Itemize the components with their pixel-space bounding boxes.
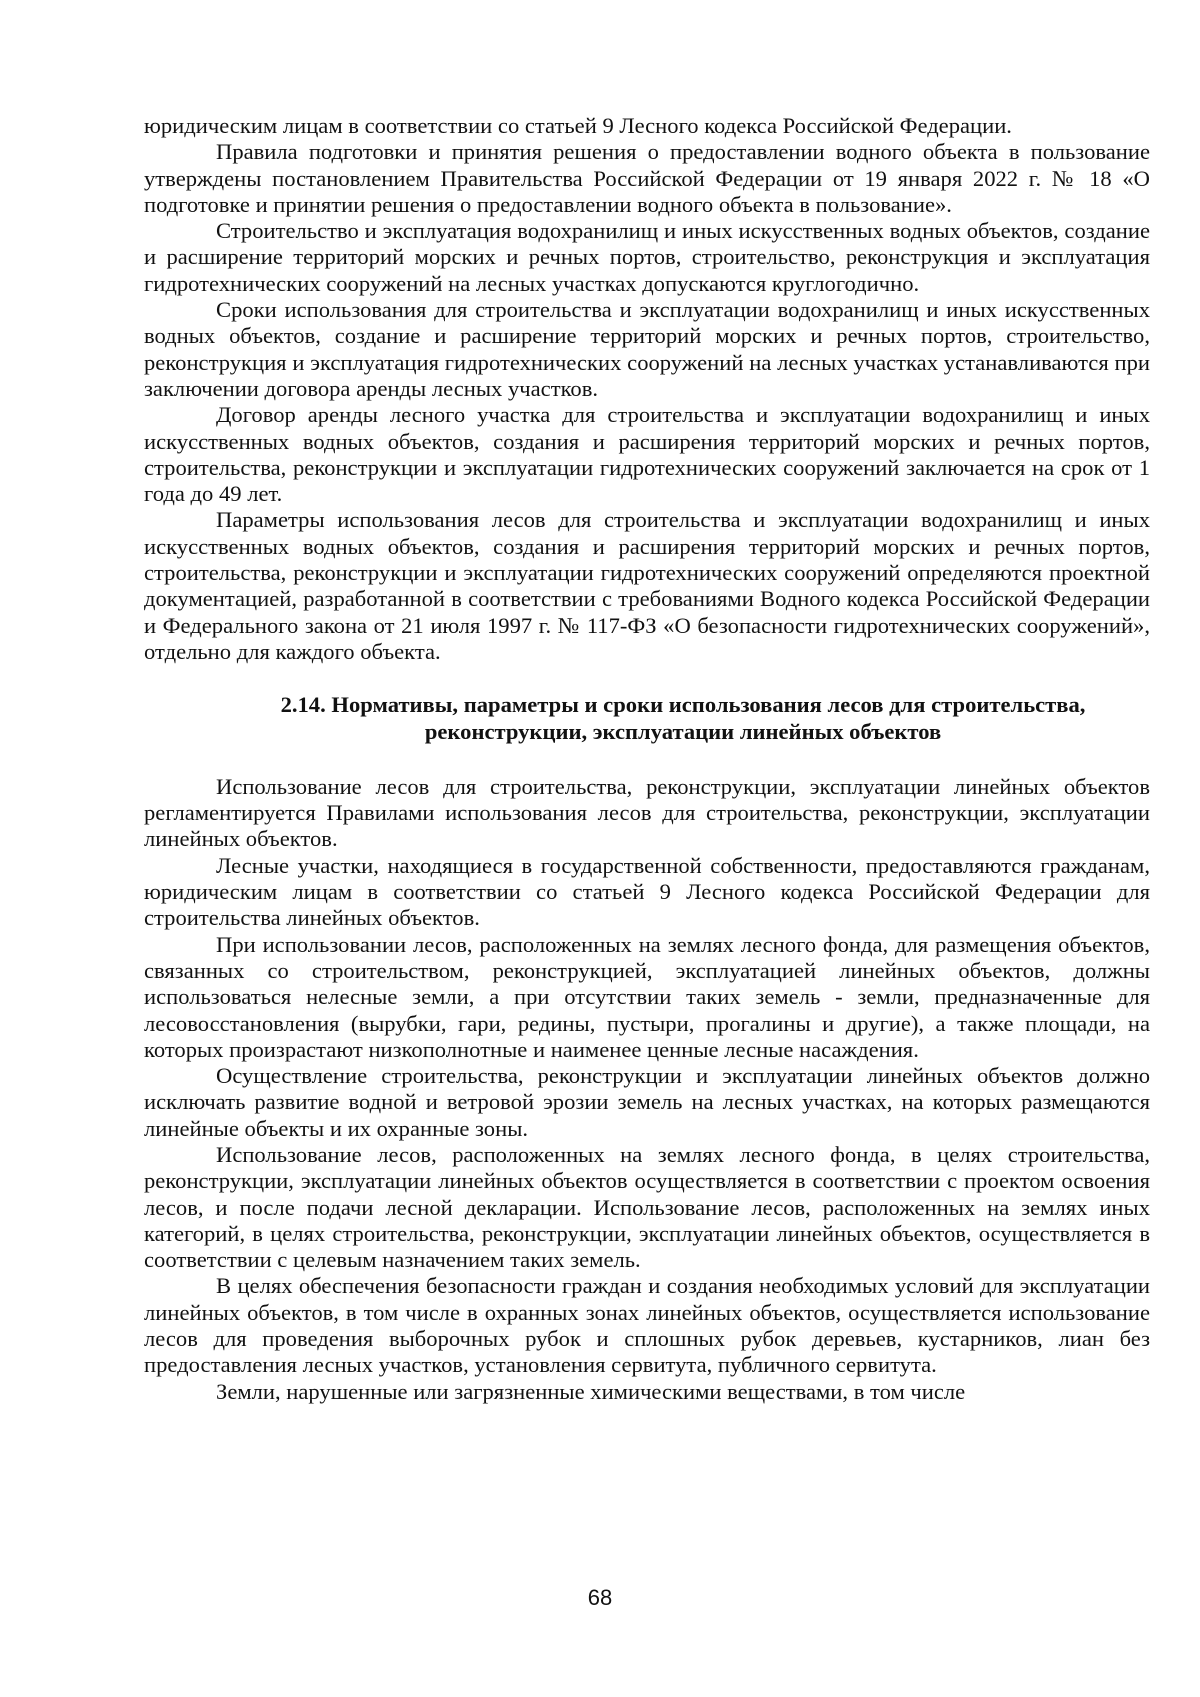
paragraph-linear-objects-regulation: Использование лесов для строительства, реконструкции, эксплуатации линейных объектов регламентируется Правилами использования лесов для строительства, реконструкции, эксплуатации линейных объектов. — [144, 773, 1150, 852]
paragraph-non-forest-lands: При использовании лесов, расположенных на землях лесного фонда, для размещения объектов, связанных со строительством, реконструкцией, эксплуатацией линейных объектов, должны использоваться нелесные земли, а при отсутствии таких земель - земли, предназначенные для лесовосстановления (вырубки, гари, редины, пустыри, прогалины и другие), а также площади, на которых произрастают низкополнотные и наименее ценные лесные насаждения. — [144, 931, 1150, 1062]
paragraph-safety-cuttings: В целях обеспечения безопасности граждан и создания необходимых условий для эксплуатации линейных объектов, в том числе в охранных зонах линейных объектов, осуществляется использование лесов для проведения выборочных рубок и сплошных рубок деревьев, кустарников, лиан без предоставления лесных участков, установления сервитута, публичного сервитута. — [144, 1273, 1150, 1378]
paragraph-forest-development-project: Использование лесов, расположенных на землях лесного фонда, в целях строительства, реконструкции, эксплуатации линейных объектов осуществляется в соответствии с проектом освоения лесов, и после подачи лесной декларации. Использование лесов, расположенных на землях иных категорий, в целях строительства, реконструкции, эксплуатации линейных объектов, осуществляется в соответствии с целевым назначением таких земель. — [144, 1141, 1150, 1273]
paragraph-usage-terms: Сроки использования для строительства и эксплуатации водохранилищ и иных искусственных водных объектов, создание и расширение территорий морских и речных портов, строительство, реконструкция и эксплуатация гидротехнических сооружений на лесных участках устанавливаются при заключении договора аренды лесных участков. — [144, 297, 1150, 401]
section-heading-line-1: 2.14. Нормативы, параметры и сроки использования лесов для строительства, — [280, 692, 1086, 718]
paragraph-state-forest-plots: Лесные участки, находящиеся в государственной собственности, предоставляются гражданам, юридическим лицам в соответствии со статьей 9 Лесного кодекса Российской Федерации для строительства линейных объектов. — [144, 852, 1150, 931]
paragraph-continuation: юридическим лицам в соответствии со статьей 9 Лесного кодекса Российской Федерации. — [144, 113, 1012, 138]
paragraph-usage-parameters: Параметры использования лесов для строительства и эксплуатации водохранилищ и иных искусственных водных объектов, создания и расширения территорий морских и речных портов, строительства, реконструкции и эксплуатации гидротехнических сооружений определяются проектной документацией, разработанной в соответствии с требованиями Водного кодекса Российской Федерации и Федерального закона от 21 июля 1997 г. № 117-ФЗ «О безопасности гидротехнических сооружений», отдельно для каждого объекта. — [144, 507, 1150, 664]
page-content — [144, 113, 1150, 1405]
paragraph-lease-term: Договор аренды лесного участка для строительства и эксплуатации водохранилищ и иных искусственных водных объектов, создания и расширения территорий морских и речных портов, строительства, реконструкции и эксплуатации гидротехнических сооружений заключается на срок от 1 года до 49 лет. — [144, 402, 1150, 507]
section-heading-line-2: реконструкции, эксплуатации линейных объектов — [424, 718, 942, 744]
paragraph-erosion-prevention: Осуществление строительства, реконструкции и эксплуатации линейных объектов должно исключать развитие водной и ветровой эрозии земель на лесных участках, на которых размещаются линейные объекты и их охранные зоны. — [144, 1063, 1150, 1141]
section-heading — [144, 692, 1150, 745]
paragraph-construction-year-round: Строительство и эксплуатация водохранилищ и иных искусственных водных объектов, создание и расширение территорий морских и речных портов, строительство, реконструкция и эксплуатация гидротехнических сооружений на лесных участках допускаются круглогодично. — [144, 218, 1150, 296]
paragraph-water-object-rules: Правила подготовки и принятия решения о предоставлении водного объекта в пользование утверждены постановлением Правительства Российской Федерации от 19 января 2022 г. № 18 «О подготовке и принятии решения о предоставлении водного объекта в пользование». — [144, 139, 1150, 217]
paragraph-disturbed-lands: Земли, нарушенные или загрязненные химическими веществами, в том числе — [216, 1378, 966, 1404]
page-number: 68 — [587, 1585, 613, 1610]
